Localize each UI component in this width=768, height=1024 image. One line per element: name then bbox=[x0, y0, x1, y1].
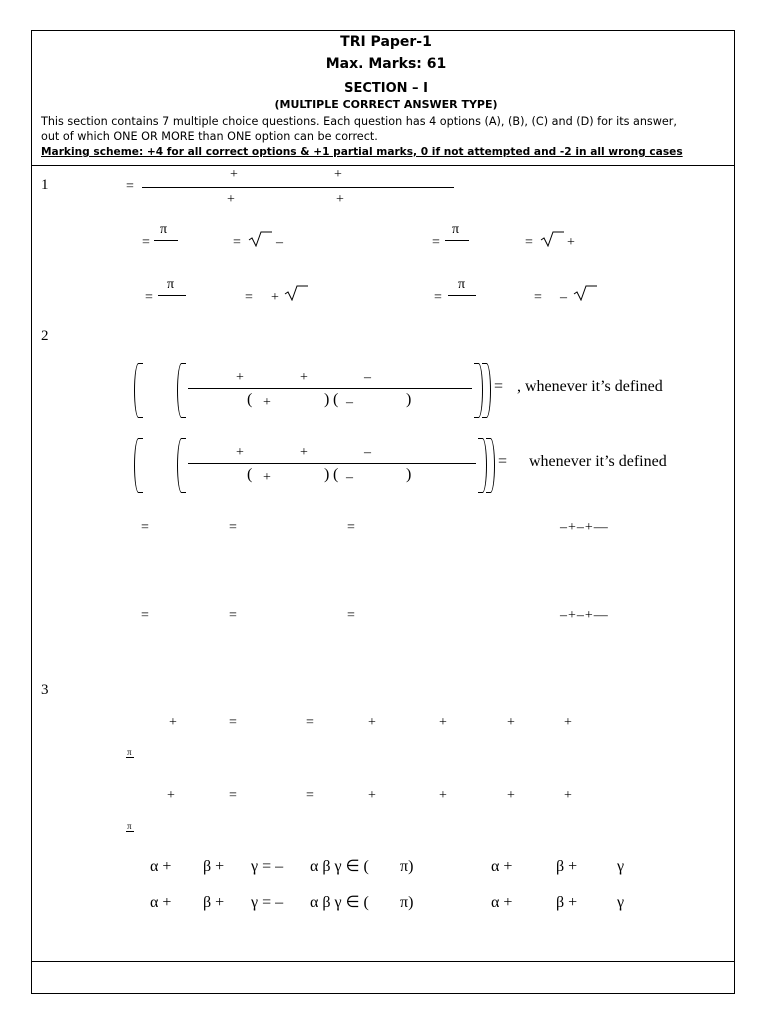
q1-opt-a-pi: π bbox=[160, 222, 168, 237]
q1-den-plus-2: + bbox=[336, 192, 344, 207]
section-title: SECTION – I bbox=[344, 81, 428, 96]
q3r2-pi-small: π bbox=[127, 821, 132, 831]
q1-opt-d-plus: + bbox=[567, 235, 575, 250]
q2b-den-rparen-2: ) bbox=[406, 466, 412, 483]
paper-title: TRI Paper-1 bbox=[340, 34, 432, 50]
q2c-equals-1: = bbox=[141, 520, 149, 535]
q1-num-plus-2: + bbox=[334, 167, 342, 182]
q3r3-alpha-plus-2: α + bbox=[491, 858, 513, 875]
q1-opt-h-sqrt-icon bbox=[573, 285, 597, 301]
q2a-condition-text: , whenever it’s defined bbox=[517, 378, 663, 395]
q3r1-plus-4: + bbox=[507, 715, 515, 730]
q2c-equals-3: = bbox=[347, 520, 355, 535]
q1-opt-d-sqrt-icon bbox=[540, 231, 564, 247]
q1-fraction-bar bbox=[142, 187, 454, 188]
q3r3-pi-rparen: π) bbox=[400, 858, 414, 875]
q2a-fraction-bar bbox=[188, 388, 472, 389]
q1-opt-f-plus: + bbox=[271, 290, 279, 305]
q1-num-plus-1: + bbox=[230, 167, 238, 182]
footer-divider bbox=[31, 961, 735, 962]
q1-opt-c-equals: = bbox=[432, 235, 440, 250]
q2c-sign-sequence: –+–+— bbox=[560, 520, 609, 535]
max-marks: Max. Marks: 61 bbox=[325, 56, 447, 72]
q3r2-pi-bar bbox=[126, 831, 134, 832]
q3r1-equals-2: = bbox=[306, 715, 314, 730]
q1-opt-b-sqrt-icon bbox=[248, 231, 272, 247]
q3r4-alpha-plus-2: α + bbox=[491, 894, 513, 911]
q2d-equals-3: = bbox=[347, 608, 355, 623]
question-number-1: 1 bbox=[41, 177, 49, 193]
q1-opt-e-equals: = bbox=[145, 290, 153, 305]
header-divider bbox=[31, 165, 735, 166]
q2b-outer-left-paren bbox=[134, 438, 143, 493]
section-type: (MULTIPLE CORRECT ANSWER TYPE) bbox=[274, 98, 498, 111]
q2b-num-minus: – bbox=[364, 445, 371, 460]
q1-opt-h-equals: = bbox=[534, 290, 542, 305]
q1-opt-a-equals: = bbox=[142, 235, 150, 250]
q3r3-gamma: γ bbox=[617, 858, 625, 875]
instructions-line-2: out of which ONE OR MORE than ONE option can be correct. bbox=[41, 130, 378, 143]
q1-opt-f-equals: = bbox=[245, 290, 253, 305]
q3r1-plus-1: + bbox=[169, 715, 177, 730]
q3r4-gamma-eq: γ = – bbox=[251, 894, 284, 911]
q3r3-beta-plus: β + bbox=[203, 858, 225, 875]
q3r2-plus-2: + bbox=[368, 788, 376, 803]
q3r1-pi-small: π bbox=[127, 747, 132, 757]
q3r4-beta-plus-2: β + bbox=[556, 894, 578, 911]
q2a-equals: = bbox=[494, 378, 504, 395]
q2b-den-plus: + bbox=[263, 470, 271, 485]
q1-equals: = bbox=[126, 179, 134, 194]
q2b-den-rparen-1: ) bbox=[324, 466, 330, 483]
q2a-den-lparen-1: ( bbox=[247, 391, 253, 408]
q2c-equals-2: = bbox=[229, 520, 237, 535]
q1-opt-e-pi: π bbox=[167, 277, 175, 292]
q2b-den-lparen-2: ( bbox=[333, 466, 339, 483]
q1-opt-g-equals: = bbox=[434, 290, 442, 305]
q3r1-pi-bar bbox=[126, 757, 134, 758]
q3r1-plus-3: + bbox=[439, 715, 447, 730]
q2b-den-lparen-1: ( bbox=[247, 466, 253, 483]
q3r2-plus-5: + bbox=[564, 788, 572, 803]
page-frame bbox=[31, 30, 735, 994]
q3r1-plus-2: + bbox=[368, 715, 376, 730]
q2d-sign-sequence: –+–+— bbox=[560, 608, 609, 623]
question-number-2: 2 bbox=[41, 328, 49, 344]
q2d-equals-1: = bbox=[141, 608, 149, 623]
q3r4-abg-in: α β γ ∈ ( bbox=[310, 894, 369, 911]
instructions-line-1: This section contains 7 multiple choice questions. Each question has 4 options (A), (B), (C) and (D) for its answer, bbox=[41, 115, 677, 128]
q3r2-plus-1: + bbox=[167, 788, 175, 803]
q2a-den-plus: + bbox=[263, 395, 271, 410]
q3r1-plus-5: + bbox=[564, 715, 572, 730]
question-number-3: 3 bbox=[41, 682, 49, 698]
q2b-num-plus-2: + bbox=[300, 445, 308, 460]
q1-opt-f-sqrt-icon bbox=[284, 285, 308, 301]
q1-opt-g-bar bbox=[448, 295, 476, 296]
q2b-den-minus: – bbox=[346, 470, 353, 485]
q2d-equals-2: = bbox=[229, 608, 237, 623]
q3r2-equals-1: = bbox=[229, 788, 237, 803]
q1-opt-h-minus: – bbox=[560, 290, 567, 305]
q2a-num-plus-1: + bbox=[236, 370, 244, 385]
q1-opt-g-pi: π bbox=[458, 277, 466, 292]
q2a-den-rparen-1: ) bbox=[324, 391, 330, 408]
q1-opt-a-bar bbox=[154, 240, 178, 241]
q1-opt-b-minus: – bbox=[276, 235, 283, 250]
q3r4-alpha-plus: α + bbox=[150, 894, 172, 911]
q2a-den-rparen-2: ) bbox=[406, 391, 412, 408]
q2a-outer-right-paren bbox=[482, 363, 491, 418]
q3r2-plus-4: + bbox=[507, 788, 515, 803]
q2a-num-plus-2: + bbox=[300, 370, 308, 385]
q2a-den-lparen-2: ( bbox=[333, 391, 339, 408]
q2a-den-minus: – bbox=[346, 395, 353, 410]
q1-den-plus-1: + bbox=[227, 192, 235, 207]
q1-opt-b-equals: = bbox=[233, 235, 241, 250]
q2b-fraction-bar bbox=[188, 463, 476, 464]
q3r4-gamma: γ bbox=[617, 894, 625, 911]
q1-opt-d-equals: = bbox=[525, 235, 533, 250]
q3r3-beta-plus-2: β + bbox=[556, 858, 578, 875]
q1-opt-c-bar bbox=[445, 240, 469, 241]
q3r1-equals-1: = bbox=[229, 715, 237, 730]
q2a-inner-left-paren bbox=[177, 363, 186, 418]
q3r3-alpha-plus: α + bbox=[150, 858, 172, 875]
q1-opt-c-pi: π bbox=[452, 222, 460, 237]
q3r3-abg-in: α β γ ∈ ( bbox=[310, 858, 369, 875]
marking-scheme: Marking scheme: +4 for all correct options & +1 partial marks, 0 if not attempted and -2 in all wrong cases bbox=[41, 146, 683, 158]
q3r4-beta-plus: β + bbox=[203, 894, 225, 911]
q2b-equals: = bbox=[498, 453, 508, 470]
q1-opt-e-bar bbox=[158, 295, 186, 296]
q2b-outer-right-paren bbox=[486, 438, 495, 493]
q3r2-plus-3: + bbox=[439, 788, 447, 803]
q2a-outer-left-paren bbox=[134, 363, 143, 418]
q2a-num-minus: – bbox=[364, 370, 371, 385]
q3r3-gamma-eq: γ = – bbox=[251, 858, 284, 875]
q2b-condition-text: whenever it’s defined bbox=[529, 453, 667, 470]
q3r4-pi-rparen: π) bbox=[400, 894, 414, 911]
q2b-inner-left-paren bbox=[177, 438, 186, 493]
q3r2-equals-2: = bbox=[306, 788, 314, 803]
q2b-num-plus-1: + bbox=[236, 445, 244, 460]
